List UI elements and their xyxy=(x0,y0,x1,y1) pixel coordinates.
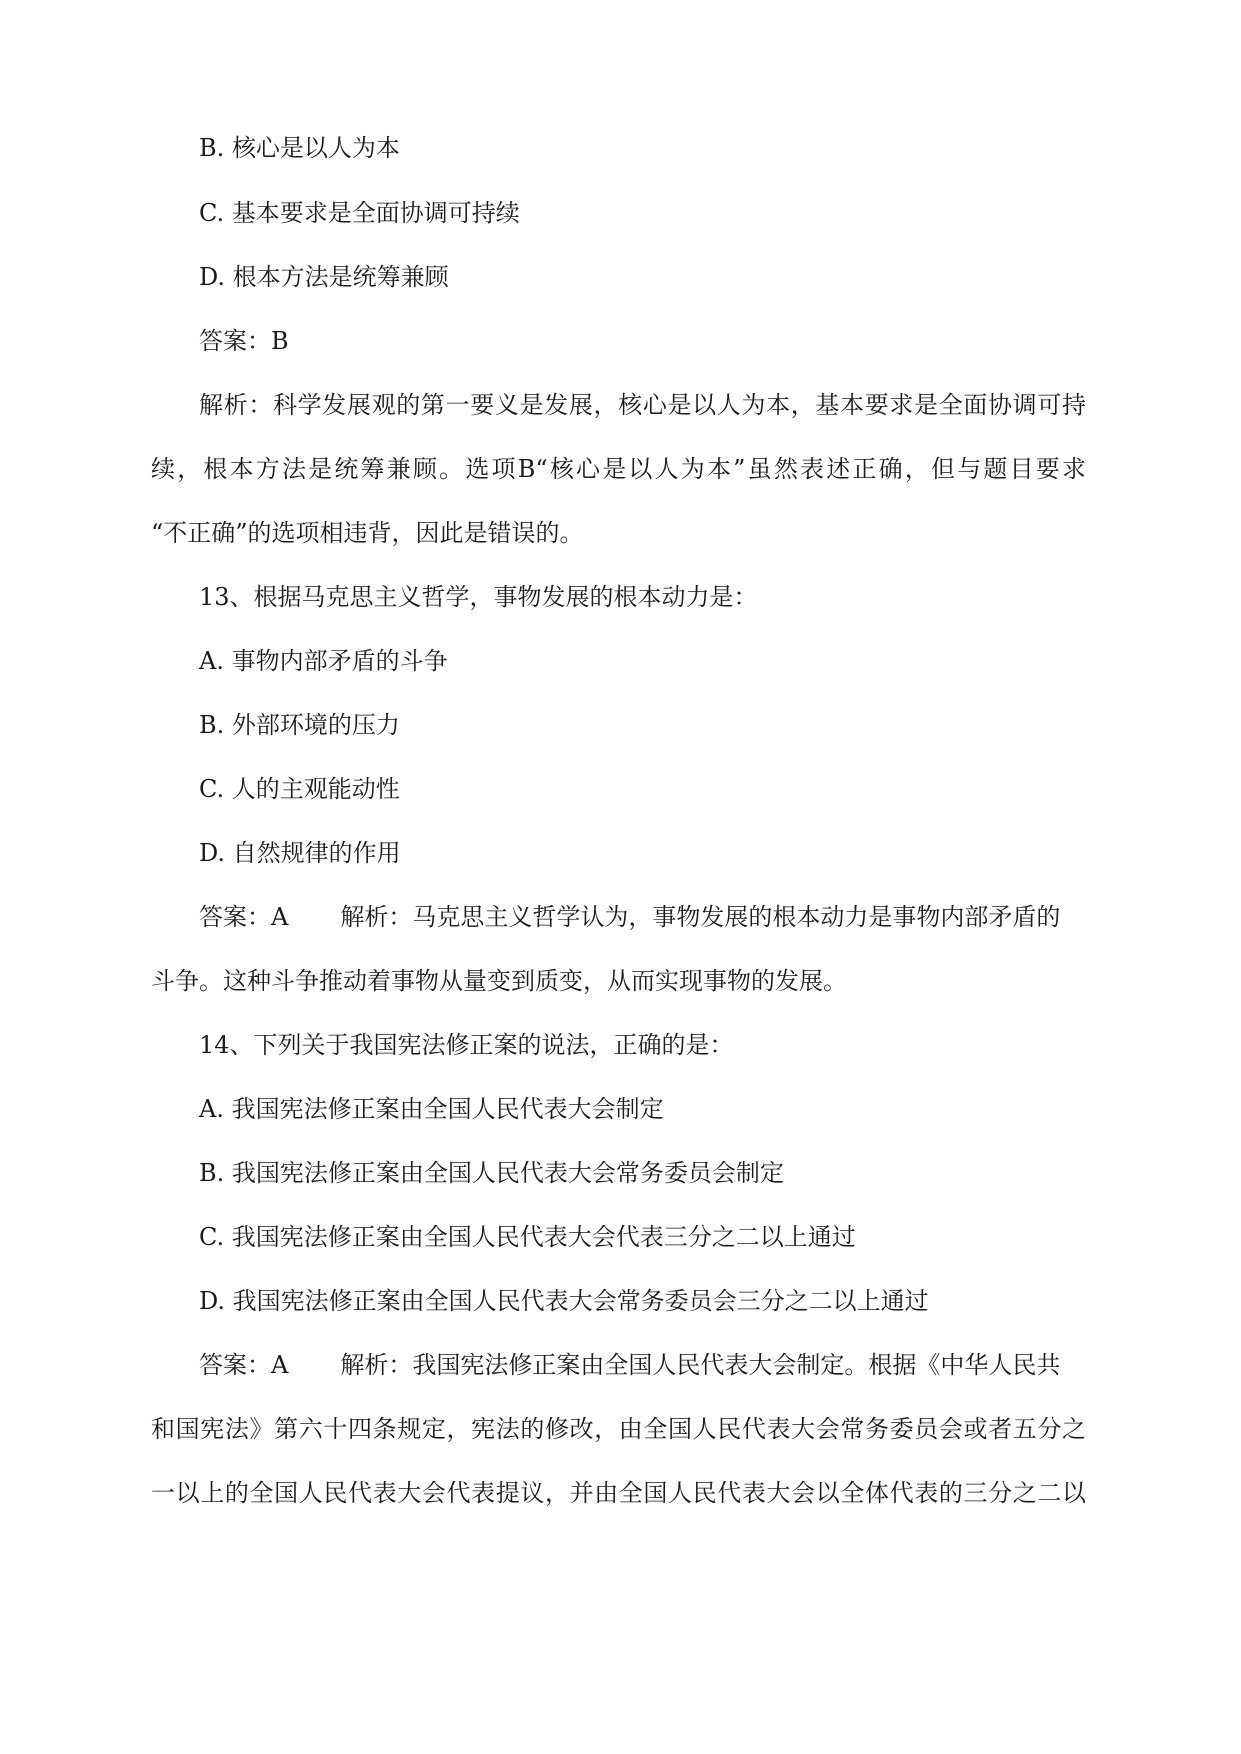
q12-option-b: B. 核心是以人为本 xyxy=(199,134,400,162)
q14-option-a: A. 我国宪法修正案由全国人民代表大会制定 xyxy=(199,1095,664,1123)
q12-analysis-line-3: “不正确”的选项相违背，因此是错误的。 xyxy=(151,519,584,547)
q13-analysis-line-1: 解析：马克思主义哲学认为，事物发展的根本动力是事物内部矛盾的 xyxy=(340,903,1061,931)
q12-option-d: D. 根本方法是统筹兼顾 xyxy=(199,263,449,291)
q14-answer: 答案：A xyxy=(199,1351,289,1379)
q12-analysis-line-1: 解析：科学发展观的第一要义是发展，核心是以人为本，基本要求是全面协调可持 xyxy=(199,391,1086,419)
q12-analysis-line-2: 续，根本方法是统筹兼顾。选项B“核心是以人为本”虽然表述正确，但与题目要求 xyxy=(151,455,1086,483)
q12-option-c: C. 基本要求是全面协调可持续 xyxy=(199,199,520,227)
q13-option-b: B. 外部环境的压力 xyxy=(199,711,400,739)
q13-option-c: C. 人的主观能动性 xyxy=(199,775,400,803)
q13-question: 13、根据马克思主义哲学，事物发展的根本动力是： xyxy=(199,583,758,611)
q14-option-b: B. 我国宪法修正案由全国人民代表大会常务委员会制定 xyxy=(199,1159,784,1187)
q13-answer: 答案：A xyxy=(199,903,289,931)
q14-question: 14、下列关于我国宪法修正案的说法，正确的是： xyxy=(199,1031,734,1059)
q12-answer: 答案：B xyxy=(199,327,289,355)
q13-option-d: D. 自然规律的作用 xyxy=(199,839,401,867)
q14-analysis-line-1: 解析：我国宪法修正案由全国人民代表大会制定。根据《中华人民共 xyxy=(340,1351,1061,1379)
q13-analysis-line-2: 斗争。这种斗争推动着事物从量变到质变，从而实现事物的发展。 xyxy=(151,967,847,995)
q13-option-a: A. 事物内部矛盾的斗争 xyxy=(199,647,448,675)
q14-option-d: D. 我国宪法修正案由全国人民代表大会常务委员会三分之二以上通过 xyxy=(199,1287,929,1315)
q13-answer-analysis-row xyxy=(199,900,1060,934)
q14-option-c: C. 我国宪法修正案由全国人民代表大会代表三分之二以上通过 xyxy=(199,1223,856,1251)
q14-answer-analysis-row xyxy=(199,1348,1060,1382)
q14-analysis-line-3: 一以上的全国人民代表大会代表提议，并由全国人民代表大会以全体代表的三分之二以 xyxy=(151,1479,1086,1507)
q14-analysis-line-2: 和国宪法》第六十四条规定，宪法的修改，由全国人民代表大会常务委员会或者五分之 xyxy=(151,1415,1086,1443)
